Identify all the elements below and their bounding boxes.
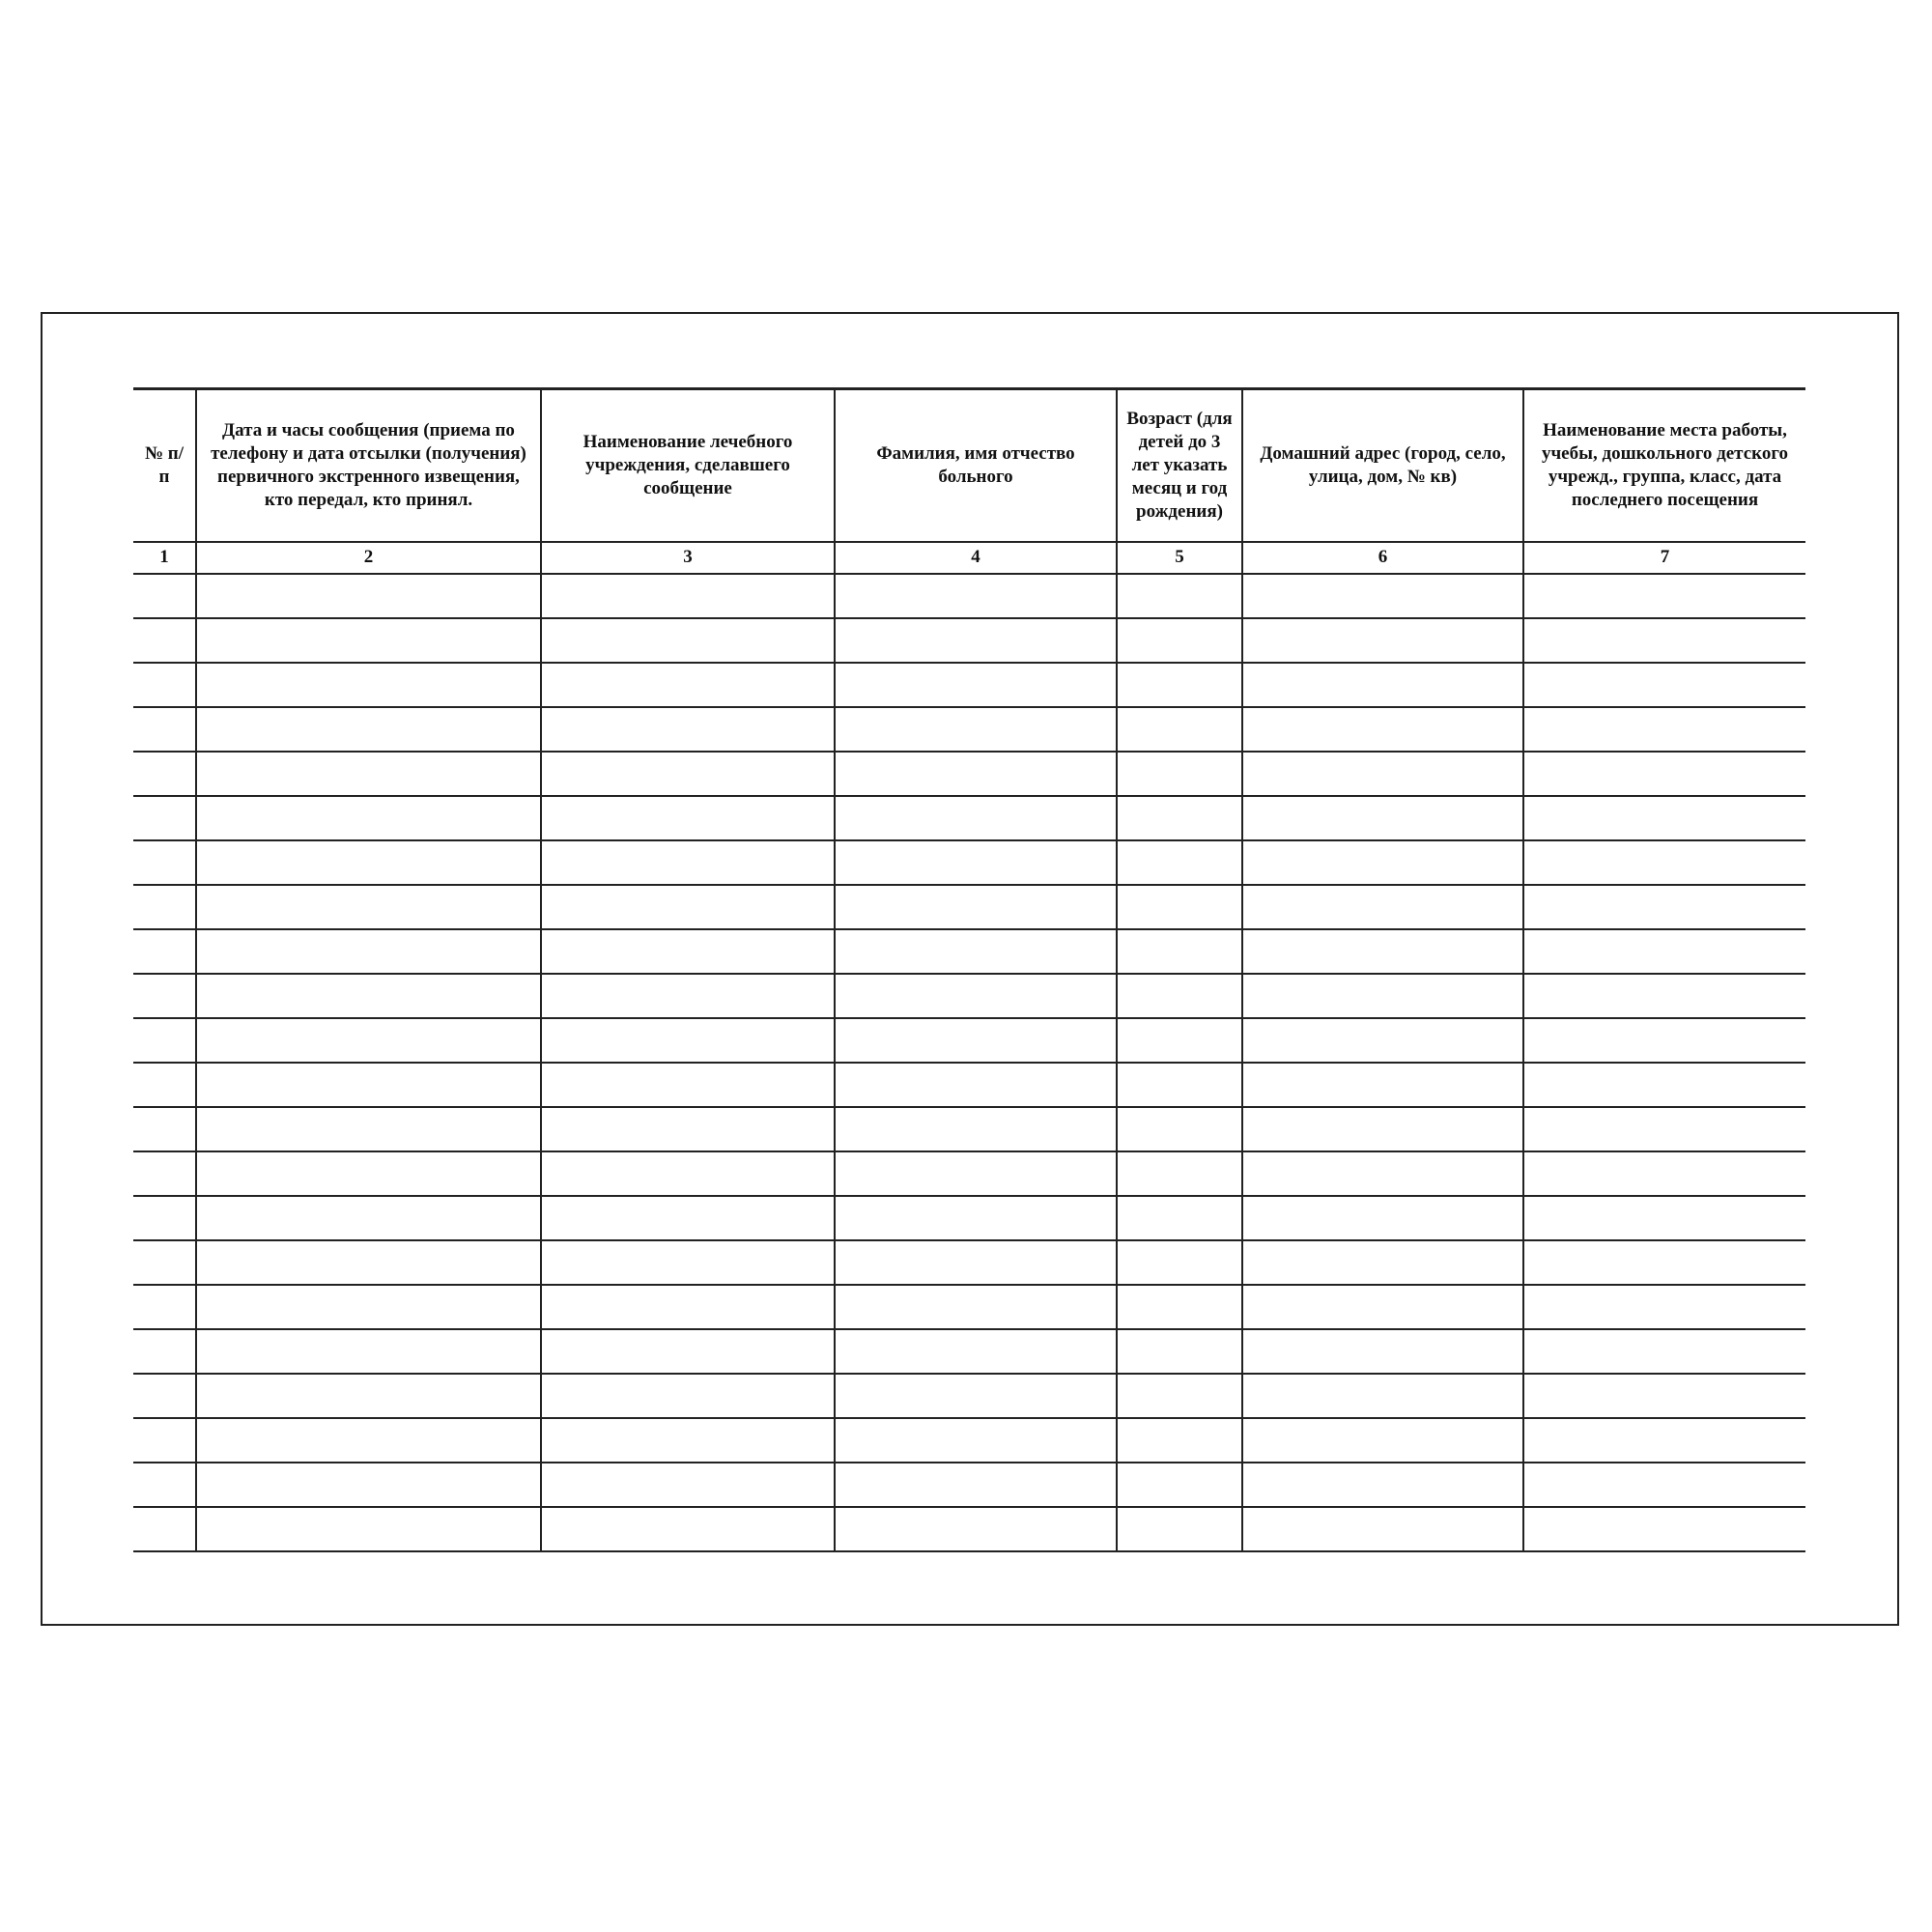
column-number: 4 bbox=[835, 542, 1117, 574]
empty-cell bbox=[133, 1063, 196, 1107]
empty-cell bbox=[835, 1240, 1117, 1285]
empty-cell bbox=[196, 796, 541, 840]
empty-cell bbox=[835, 752, 1117, 796]
empty-cell bbox=[196, 1374, 541, 1418]
empty-cell bbox=[1117, 1374, 1242, 1418]
empty-cell bbox=[541, 1463, 835, 1507]
empty-cell bbox=[541, 1107, 835, 1151]
column-number: 7 bbox=[1523, 542, 1805, 574]
empty-cell bbox=[1242, 1018, 1523, 1063]
empty-cell bbox=[196, 1107, 541, 1151]
header-cell-age: Возраст (для детей до 3 лет указать месяц и год рождения) bbox=[1117, 389, 1242, 542]
empty-cell bbox=[835, 574, 1117, 618]
table-row bbox=[133, 1507, 1805, 1551]
empty-cell bbox=[196, 707, 541, 752]
table-body bbox=[133, 574, 1805, 1551]
empty-cell bbox=[196, 618, 541, 663]
empty-cell bbox=[1242, 1374, 1523, 1418]
column-number: 5 bbox=[1117, 542, 1242, 574]
empty-cell bbox=[1117, 1329, 1242, 1374]
empty-cell bbox=[1523, 1196, 1805, 1240]
empty-cell bbox=[541, 663, 835, 707]
empty-cell bbox=[1242, 618, 1523, 663]
table-row bbox=[133, 929, 1805, 974]
empty-cell bbox=[196, 1507, 541, 1551]
empty-cell bbox=[541, 1418, 835, 1463]
table-row bbox=[133, 618, 1805, 663]
table-row bbox=[133, 752, 1805, 796]
empty-cell bbox=[1242, 974, 1523, 1018]
empty-cell bbox=[133, 663, 196, 707]
empty-cell bbox=[835, 618, 1117, 663]
empty-cell bbox=[835, 885, 1117, 929]
empty-cell bbox=[835, 1463, 1117, 1507]
empty-cell bbox=[196, 1240, 541, 1285]
empty-cell bbox=[1242, 1151, 1523, 1196]
empty-cell bbox=[1117, 1151, 1242, 1196]
empty-cell bbox=[541, 929, 835, 974]
empty-cell bbox=[1117, 752, 1242, 796]
empty-cell bbox=[196, 1196, 541, 1240]
empty-cell bbox=[541, 974, 835, 1018]
table-row bbox=[133, 796, 1805, 840]
empty-cell bbox=[1242, 752, 1523, 796]
empty-cell bbox=[541, 1196, 835, 1240]
table-row bbox=[133, 1374, 1805, 1418]
empty-cell bbox=[1117, 707, 1242, 752]
empty-cell bbox=[196, 1151, 541, 1196]
table-row bbox=[133, 574, 1805, 618]
empty-cell bbox=[835, 1107, 1117, 1151]
empty-cell bbox=[196, 1018, 541, 1063]
empty-cell bbox=[196, 1418, 541, 1463]
empty-cell bbox=[1117, 1463, 1242, 1507]
empty-cell bbox=[1242, 1418, 1523, 1463]
header-cell-workplace: Наименование места работы, учебы, дошкольного детского учрежд., группа, класс, дата последнего посещения bbox=[1523, 389, 1805, 542]
table-row bbox=[133, 1018, 1805, 1063]
empty-cell bbox=[541, 885, 835, 929]
empty-cell bbox=[1117, 663, 1242, 707]
empty-cell bbox=[133, 929, 196, 974]
empty-cell bbox=[541, 1507, 835, 1551]
empty-cell bbox=[835, 1374, 1117, 1418]
empty-cell bbox=[133, 1418, 196, 1463]
empty-cell bbox=[133, 707, 196, 752]
empty-cell bbox=[1523, 1063, 1805, 1107]
empty-cell bbox=[835, 1285, 1117, 1329]
table-row bbox=[133, 1151, 1805, 1196]
empty-cell bbox=[1523, 796, 1805, 840]
empty-cell bbox=[1117, 1196, 1242, 1240]
empty-cell bbox=[133, 1196, 196, 1240]
empty-cell bbox=[133, 1463, 196, 1507]
table-row bbox=[133, 1285, 1805, 1329]
empty-cell bbox=[541, 574, 835, 618]
empty-cell bbox=[1523, 1463, 1805, 1507]
table-row bbox=[133, 840, 1805, 885]
empty-cell bbox=[1117, 885, 1242, 929]
empty-cell bbox=[835, 707, 1117, 752]
empty-cell bbox=[1523, 707, 1805, 752]
empty-cell bbox=[1523, 1507, 1805, 1551]
empty-cell bbox=[541, 1063, 835, 1107]
empty-cell bbox=[196, 1329, 541, 1374]
table-row bbox=[133, 1063, 1805, 1107]
empty-cell bbox=[1523, 1329, 1805, 1374]
table-row bbox=[133, 885, 1805, 929]
empty-cell bbox=[196, 974, 541, 1018]
empty-cell bbox=[541, 796, 835, 840]
empty-cell bbox=[541, 1374, 835, 1418]
empty-cell bbox=[1523, 752, 1805, 796]
table-row bbox=[133, 1329, 1805, 1374]
empty-cell bbox=[196, 885, 541, 929]
empty-cell bbox=[1242, 1285, 1523, 1329]
empty-cell bbox=[835, 1329, 1117, 1374]
empty-cell bbox=[133, 1018, 196, 1063]
empty-cell bbox=[133, 1374, 196, 1418]
empty-cell bbox=[133, 1285, 196, 1329]
empty-cell bbox=[1523, 1018, 1805, 1063]
empty-cell bbox=[541, 752, 835, 796]
empty-cell bbox=[1117, 1418, 1242, 1463]
empty-cell bbox=[541, 1240, 835, 1285]
empty-cell bbox=[1242, 1196, 1523, 1240]
empty-cell bbox=[133, 1329, 196, 1374]
empty-cell bbox=[1242, 1329, 1523, 1374]
header-cell-date-time: Дата и часы сообщения (приема по телефону и дата отсылки (получения) первичного экстренного извещения, кто передал, кто принял. bbox=[196, 389, 541, 542]
empty-cell bbox=[1117, 1063, 1242, 1107]
column-number: 3 bbox=[541, 542, 835, 574]
empty-cell bbox=[196, 663, 541, 707]
empty-cell bbox=[196, 1063, 541, 1107]
empty-cell bbox=[1117, 1018, 1242, 1063]
empty-cell bbox=[1242, 796, 1523, 840]
empty-cell bbox=[1242, 1463, 1523, 1507]
empty-cell bbox=[1242, 574, 1523, 618]
empty-cell bbox=[196, 1285, 541, 1329]
empty-cell bbox=[1242, 663, 1523, 707]
empty-cell bbox=[1523, 885, 1805, 929]
empty-cell bbox=[1242, 1507, 1523, 1551]
empty-cell bbox=[1523, 1418, 1805, 1463]
empty-cell bbox=[1117, 974, 1242, 1018]
empty-cell bbox=[835, 1151, 1117, 1196]
empty-cell bbox=[196, 1463, 541, 1507]
empty-cell bbox=[1523, 1374, 1805, 1418]
empty-cell bbox=[835, 1063, 1117, 1107]
empty-cell bbox=[835, 1196, 1117, 1240]
table-row bbox=[133, 707, 1805, 752]
empty-cell bbox=[1242, 840, 1523, 885]
empty-cell bbox=[835, 840, 1117, 885]
empty-cell bbox=[1523, 1107, 1805, 1151]
empty-cell bbox=[133, 1107, 196, 1151]
column-number: 6 bbox=[1242, 542, 1523, 574]
empty-cell bbox=[541, 618, 835, 663]
empty-cell bbox=[1523, 840, 1805, 885]
empty-cell bbox=[133, 796, 196, 840]
empty-cell bbox=[133, 574, 196, 618]
empty-cell bbox=[1523, 1285, 1805, 1329]
registration-journal-table bbox=[133, 387, 1805, 1552]
empty-cell bbox=[196, 929, 541, 974]
empty-cell bbox=[1117, 929, 1242, 974]
empty-cell bbox=[1117, 796, 1242, 840]
header-cell-number: № п/п bbox=[133, 389, 196, 542]
empty-cell bbox=[1242, 1107, 1523, 1151]
empty-cell bbox=[1242, 1063, 1523, 1107]
table-row bbox=[133, 1107, 1805, 1151]
table-row bbox=[133, 1418, 1805, 1463]
header-cell-patient-name: Фамилия, имя отчество больного bbox=[835, 389, 1117, 542]
empty-cell bbox=[541, 707, 835, 752]
empty-cell bbox=[1523, 1151, 1805, 1196]
empty-cell bbox=[835, 974, 1117, 1018]
empty-cell bbox=[1242, 929, 1523, 974]
empty-cell bbox=[1523, 929, 1805, 974]
empty-cell bbox=[1523, 574, 1805, 618]
empty-cell bbox=[133, 752, 196, 796]
table-row bbox=[133, 1240, 1805, 1285]
empty-cell bbox=[133, 974, 196, 1018]
header-cell-home-address: Домашний адрес (город, село, улица, дом, № кв) bbox=[1242, 389, 1523, 542]
empty-cell bbox=[1117, 618, 1242, 663]
empty-cell bbox=[1523, 663, 1805, 707]
empty-cell bbox=[1117, 1507, 1242, 1551]
empty-cell bbox=[133, 1240, 196, 1285]
table-row bbox=[133, 1463, 1805, 1507]
empty-cell bbox=[1523, 1240, 1805, 1285]
column-number: 1 bbox=[133, 542, 196, 574]
empty-cell bbox=[541, 840, 835, 885]
empty-cell bbox=[1523, 618, 1805, 663]
empty-cell bbox=[541, 1329, 835, 1374]
empty-cell bbox=[541, 1151, 835, 1196]
table-row bbox=[133, 974, 1805, 1018]
header-cell-institution: Наименование лечебного учреждения, сделавшего сообщение bbox=[541, 389, 835, 542]
empty-cell bbox=[835, 796, 1117, 840]
empty-cell bbox=[1117, 1107, 1242, 1151]
empty-cell bbox=[1242, 885, 1523, 929]
empty-cell bbox=[1117, 1240, 1242, 1285]
empty-cell bbox=[133, 618, 196, 663]
empty-cell bbox=[133, 1507, 196, 1551]
empty-cell bbox=[1117, 574, 1242, 618]
empty-cell bbox=[541, 1285, 835, 1329]
empty-cell bbox=[835, 1018, 1117, 1063]
empty-cell bbox=[835, 1418, 1117, 1463]
empty-cell bbox=[196, 574, 541, 618]
empty-cell bbox=[1117, 840, 1242, 885]
column-number: 2 bbox=[196, 542, 541, 574]
empty-cell bbox=[1117, 1285, 1242, 1329]
empty-cell bbox=[1242, 707, 1523, 752]
empty-cell bbox=[1523, 974, 1805, 1018]
empty-cell bbox=[835, 1507, 1117, 1551]
empty-cell bbox=[196, 840, 541, 885]
empty-cell bbox=[133, 1151, 196, 1196]
empty-cell bbox=[541, 1018, 835, 1063]
header-row bbox=[133, 389, 1805, 542]
empty-cell bbox=[133, 840, 196, 885]
column-number-row bbox=[133, 542, 1805, 574]
empty-cell bbox=[835, 663, 1117, 707]
empty-cell bbox=[835, 929, 1117, 974]
table-row bbox=[133, 663, 1805, 707]
empty-cell bbox=[133, 885, 196, 929]
empty-cell bbox=[1242, 1240, 1523, 1285]
empty-cell bbox=[196, 752, 541, 796]
table-row bbox=[133, 1196, 1805, 1240]
